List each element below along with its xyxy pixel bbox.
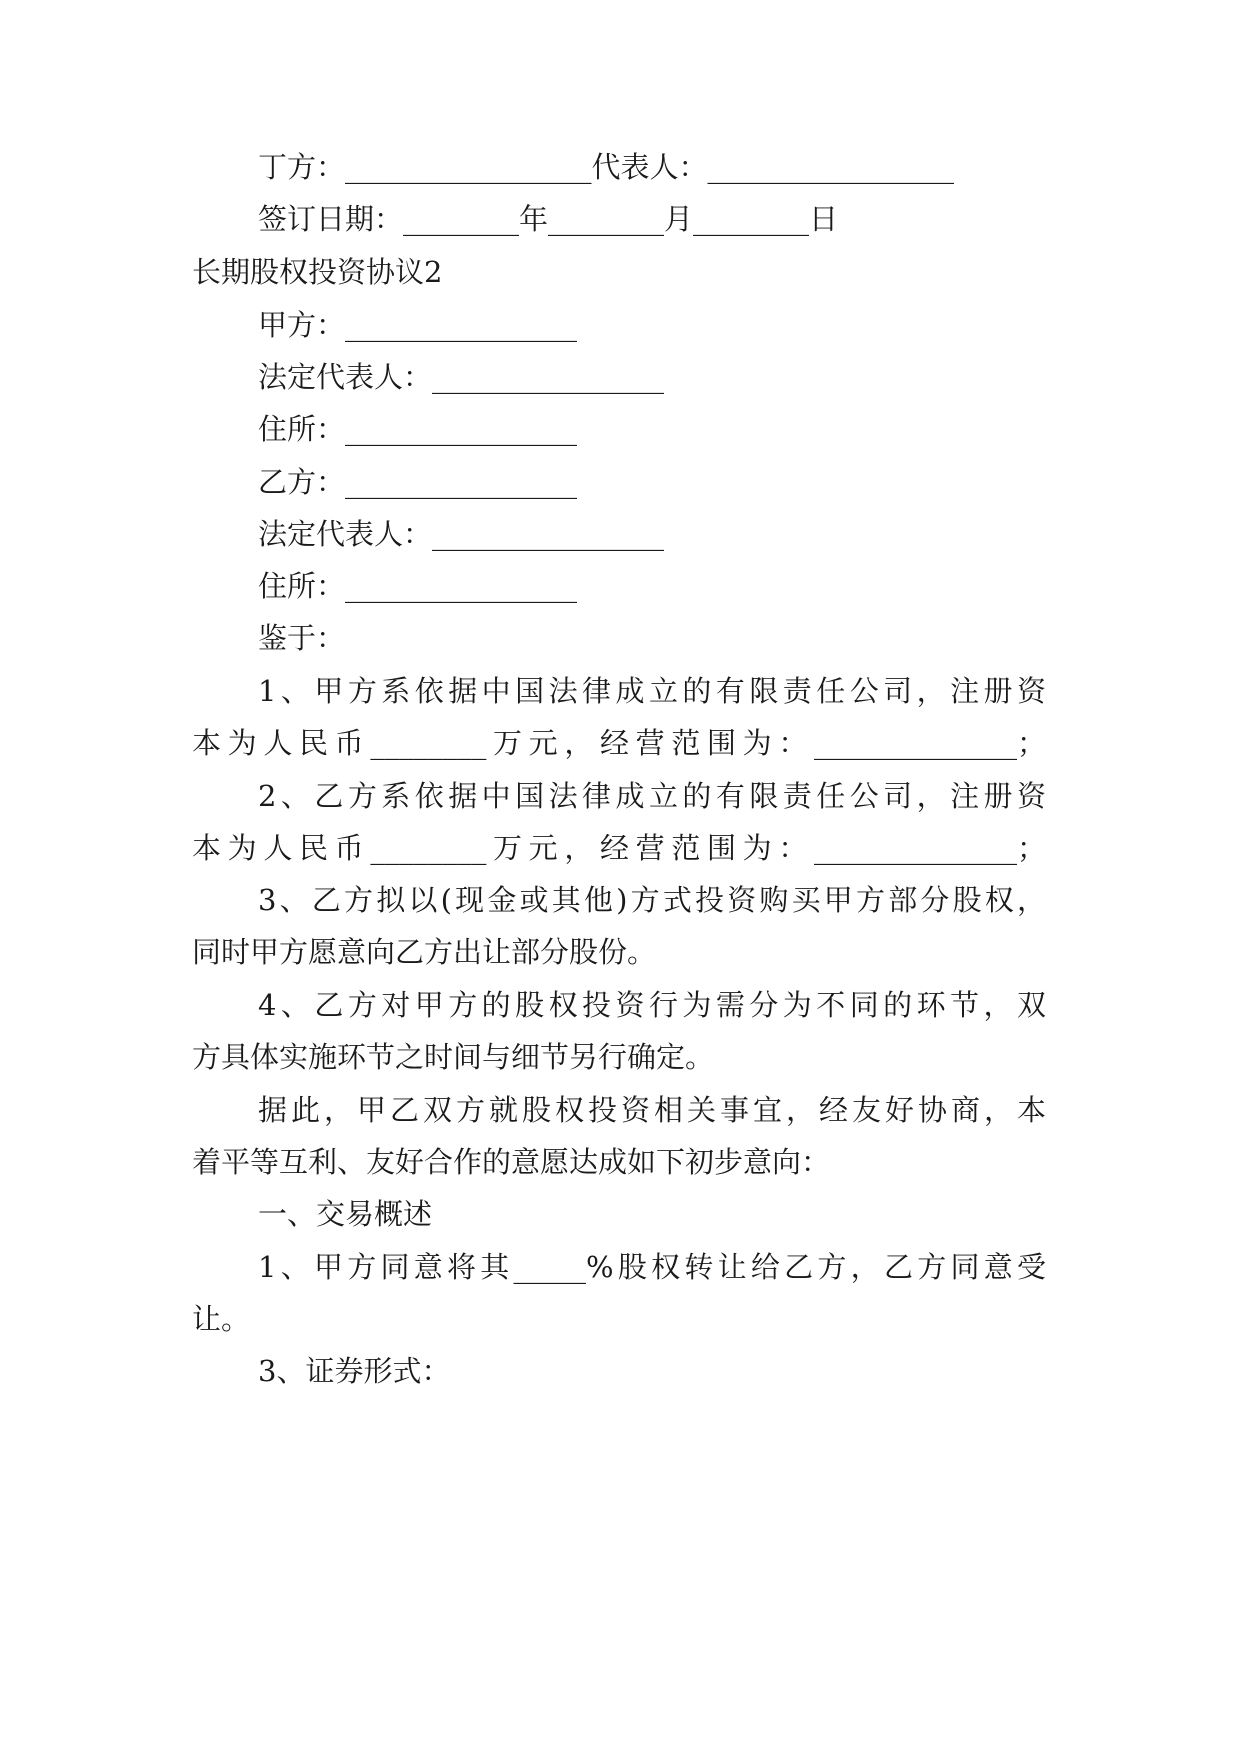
party-b-legal-rep-line: 法定代表人：________________ bbox=[258, 517, 665, 551]
document-title: 长期股权投资协议2 bbox=[192, 255, 443, 289]
clause-1-line-1: 1、甲方系依据中国法律成立的有限责任公司，注册资 bbox=[258, 674, 1046, 708]
accordingly-line-2: 着平等互利、友好合作的意愿达成如下初步意向： bbox=[192, 1145, 831, 1179]
clause-2-line-2: 本为人民币________万元，经营范围为：______________； bbox=[192, 831, 1046, 865]
clause-4-line-2: 方具体实施环节之时间与细节另行确定。 bbox=[192, 1040, 715, 1074]
securities-form-line: 3、证券形式： bbox=[258, 1354, 451, 1388]
clause-3-line-1: 3、乙方拟以(现金或其他)方式投资购买甲方部分股权， bbox=[258, 883, 1046, 917]
party-a-line: 甲方：________________ bbox=[258, 308, 578, 342]
clause-1-line-2: 本为人民币________万元，经营范围为：______________； bbox=[192, 726, 1046, 760]
section-1-item-1-line-2: 让。 bbox=[192, 1302, 251, 1336]
party-b-address-line: 住所：________________ bbox=[258, 569, 578, 603]
whereas-heading: 鉴于： bbox=[258, 621, 346, 655]
party-a-legal-rep-line: 法定代表人：________________ bbox=[258, 360, 665, 394]
section-1-heading: 一、交易概述 bbox=[258, 1197, 433, 1231]
clause-3-line-2: 同时甲方愿意向乙方出让部分股份。 bbox=[192, 935, 657, 969]
party-a-address-line: 住所：________________ bbox=[258, 412, 578, 446]
clause-4-line-1: 4、乙方对甲方的股权投资行为需分为不同的环节，双 bbox=[258, 988, 1046, 1022]
party-ding-line: 丁方：_________________代表人：_________________ bbox=[258, 150, 955, 184]
party-b-line: 乙方：________________ bbox=[258, 465, 578, 499]
signing-date-line: 签订日期：________年________月________日 bbox=[258, 202, 839, 236]
accordingly-line-1: 据此，甲乙双方就股权投资相关事宜，经友好协商，本 bbox=[258, 1093, 1046, 1127]
clause-2-line-1: 2、乙方系依据中国法律成立的有限责任公司，注册资 bbox=[258, 779, 1046, 813]
section-1-item-1-line-1: 1、甲方同意将其_____%股权转让给乙方，乙方同意受 bbox=[258, 1250, 1046, 1284]
